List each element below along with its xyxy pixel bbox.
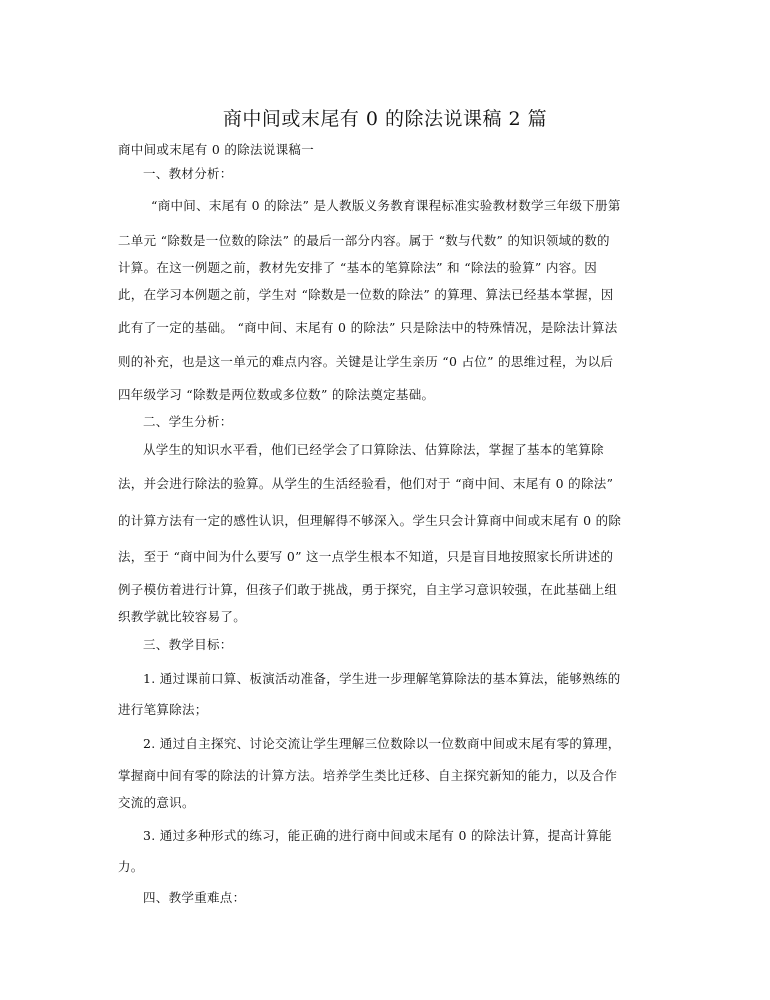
paragraph-line: 四年级学习 “除数是两位数或多位数” 的除法奠定基础。 xyxy=(118,387,435,402)
paragraph-line: 力。 xyxy=(118,859,144,874)
page-title: 商中间或末尾有 0 的除法说课稿 2 篇 xyxy=(222,108,548,130)
paragraph-line: 从学生的知识水平看，他们已经学会了口算除法、估算除法，掌握了基本的笔算除 xyxy=(143,442,604,457)
paragraph-line: 织教学就比较容易了。 xyxy=(118,609,247,624)
paragraph-line: 例子模仿着进行计算，但孩子们敢于挑战，勇于探究，自主学习意识较强，在此基础上组 xyxy=(118,582,618,597)
document-subtitle: 商中间或末尾有 0 的除法说课稿一 xyxy=(118,142,315,157)
paragraph-line: 法，并会进行除法的验算。从学生的生活经验看，他们对于 “商中间、末尾有 0 的除法” xyxy=(118,476,614,491)
paragraph-line: 此有了一定的基础。 “商中间、末尾有 0 的除法” 只是除法中的特殊情况，是除法计算法 xyxy=(118,320,618,335)
paragraph-line: 法，至于 “商中间为什么要写 0” 这一点学生根本不知道，只是盲目地按照家长所讲述的 xyxy=(118,549,614,564)
section-heading: 四、教学重难点： xyxy=(143,890,246,905)
section-heading: 二、学生分析： xyxy=(143,414,233,429)
paragraph-line: 计算。在这一例题之前，教材先安排了 “基本的笔算除法” 和 “除法的验算” 内容。因 xyxy=(118,260,598,275)
section-heading: 三、教学目标： xyxy=(143,637,233,652)
paragraph-line: 3. 通过多种形式的练习，能正确的进行商中间或末尾有 0 的除法计算，提高计算能 xyxy=(143,828,612,843)
paragraph-line: 二单元 “除数是一位数的除法” 的最后一部分内容。属于 “数与代数” 的知识领域的数的 xyxy=(118,233,610,248)
paragraph-line: 1. 通过课前口算、板演活动准备，学生进一步理解笔算除法的基本算法，能够熟练的 xyxy=(143,671,621,686)
paragraph-line: 的计算方法有一定的感性认识，但理解得不够深入。学生只会计算商中间或末尾有 0 的除 xyxy=(118,513,622,528)
paragraph-line: 此，在学习本例题之前，学生对 “除数是一位数的除法” 的算理、算法已经基本掌握，因 xyxy=(118,287,614,302)
paragraph-line: 掌握商中间有零的除法的计算方法。培养学生类比迁移、自主探究新知的能力，以及合作 xyxy=(118,768,618,783)
paragraph-line: 交流的意识。 xyxy=(118,795,195,810)
paragraph-line: 则的补充，也是这一单元的难点内容。关键是让学生亲历 “0 占位” 的思维过程，为以后 xyxy=(118,354,614,369)
paragraph-line: 进行笔算除法； xyxy=(118,702,208,717)
section-heading: 一、教材分析： xyxy=(143,166,233,181)
paragraph-line: 2. 通过自主探究、讨论交流让学生理解三位数除以一位数商中间或末尾有零的算理， xyxy=(143,736,621,751)
paragraph-line: “商中间、末尾有 0 的除法” 是人教版义务教育课程标准实验教材数学三年级下册第 xyxy=(151,198,621,213)
